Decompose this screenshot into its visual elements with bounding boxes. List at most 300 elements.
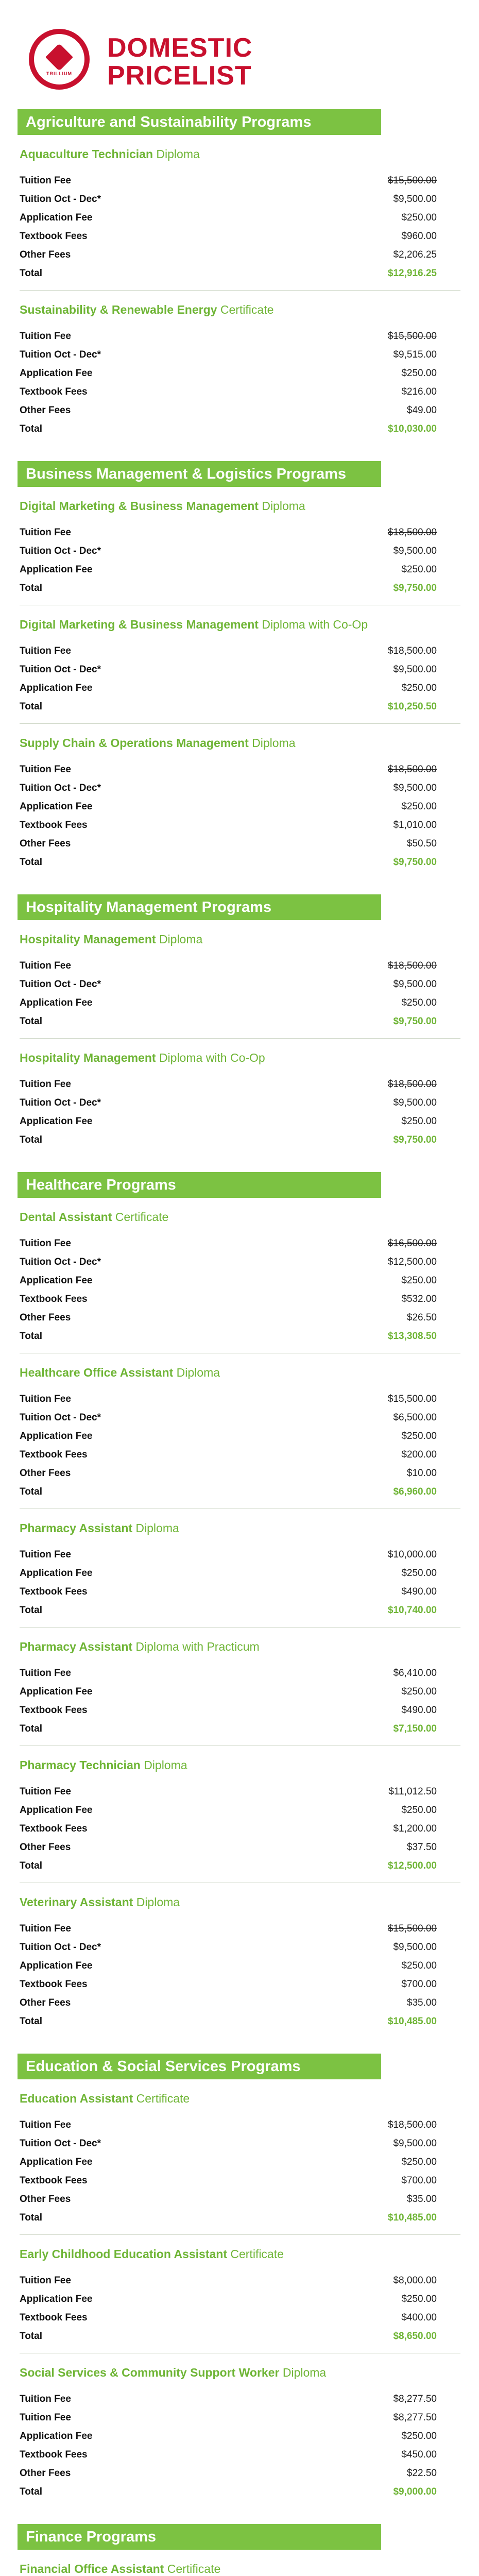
fee-row (20, 994, 479, 1012)
fee-label: Tuition Oct - Dec* (20, 194, 101, 205)
fee-row (20, 383, 479, 401)
fee-row (20, 1546, 479, 1564)
fee-row (20, 1994, 479, 2012)
total-row (20, 1720, 479, 1738)
fee-label: Total (20, 423, 42, 434)
fee-row (20, 561, 479, 579)
fee-row (20, 1683, 479, 1701)
fee-label: Tuition Oct - Dec* (20, 1257, 101, 1267)
total-row (20, 420, 479, 438)
fee-label: Total (20, 701, 42, 712)
program-type: Certificate (167, 2562, 221, 2575)
program-title (20, 2092, 479, 2106)
fee-row (20, 1975, 479, 1994)
fee-amount: $490.00 (401, 1586, 437, 1597)
fee-label: Tuition Fee (20, 1668, 71, 1679)
fee-label: Textbook Fees (20, 820, 88, 831)
fee-amount: $6,410.00 (393, 1668, 437, 1679)
divider (20, 723, 460, 724)
total-amount: $9,000.00 (393, 2486, 437, 2497)
total-amount: $6,960.00 (393, 1486, 437, 1497)
fee-label: Tuition Fee (20, 175, 71, 186)
category-header: Finance Programs (18, 2524, 381, 2550)
program-type: Diploma (262, 499, 305, 513)
divider (20, 2234, 460, 2235)
spacer (20, 438, 479, 450)
fee-row (20, 1427, 479, 1446)
fee-row (20, 660, 479, 679)
fee-row (20, 1820, 479, 1838)
fee-amount: $2,206.25 (393, 249, 437, 260)
program-title (20, 1640, 479, 1654)
fee-amount: $960.00 (401, 231, 437, 242)
fee-row (20, 2290, 479, 2309)
total-row (20, 1131, 479, 1149)
program-block (0, 2562, 479, 2576)
fee-amount: $8,277.50 (393, 2394, 437, 2404)
program-name: Sustainability & Renewable Energy (20, 303, 217, 316)
fee-row (20, 779, 479, 798)
fee-row (20, 2190, 479, 2209)
total-row (20, 1601, 479, 1620)
fee-amount: $35.00 (406, 2194, 437, 2205)
fee-row (20, 364, 479, 383)
fee-label: Textbook Fees (20, 1705, 88, 1716)
fee-label: Application Fee (20, 1960, 93, 1971)
program-name: Education Assistant (20, 2092, 133, 2105)
program-name: Pharmacy Assistant (20, 1640, 133, 1653)
fee-amount: $700.00 (401, 1979, 437, 1990)
fee-label: Tuition Oct - Dec* (20, 664, 101, 675)
fee-label: Tuition Fee (20, 2394, 71, 2404)
fee-label: Textbook Fees (20, 2312, 88, 2323)
fee-row (20, 1583, 479, 1601)
fee-label: Tuition Fee (20, 2120, 71, 2130)
program-title (20, 303, 479, 317)
fee-row (20, 760, 479, 779)
fee-row (20, 2134, 479, 2153)
fee-label: Other Fees (20, 838, 71, 849)
fee-amount: $18,500.00 (387, 960, 437, 971)
program-type: Certificate (230, 2247, 284, 2261)
fee-label: Textbook Fees (20, 1294, 88, 1304)
fee-label: Other Fees (20, 2194, 71, 2205)
program-name: Digital Marketing & Business Management (20, 499, 259, 513)
page-title (107, 34, 252, 90)
program-type: Diploma (282, 2366, 327, 2379)
fee-label: Textbook Fees (20, 386, 88, 397)
total-amount: $9,750.00 (393, 1134, 437, 1145)
fee-label: Tuition Fee (20, 960, 71, 971)
program-block (0, 2092, 479, 2235)
category-header: Agriculture and Sustainability Programs (18, 109, 381, 135)
fee-row (20, 2446, 479, 2464)
program-block (0, 1521, 479, 1628)
fee-label: Total (20, 2486, 42, 2497)
fee-label: Other Fees (20, 249, 71, 260)
program-block (0, 736, 479, 883)
fee-label: Tuition Oct - Dec* (20, 1412, 101, 1423)
logo-text: TRILLIUM (46, 71, 72, 76)
fee-amount: $6,500.00 (393, 1412, 437, 1423)
fee-row (20, 642, 479, 660)
fee-row (20, 1112, 479, 1131)
fee-amount: $250.00 (401, 1686, 437, 1697)
fee-amount: $18,500.00 (387, 764, 437, 775)
fee-amount: $10.00 (406, 1468, 437, 1479)
fee-label: Other Fees (20, 1842, 71, 1853)
fee-row (20, 172, 479, 190)
fee-label: Application Fee (20, 1568, 93, 1579)
divider (20, 1745, 460, 1746)
program-type: Diploma with Co-Op (159, 1051, 265, 1064)
fee-label: Textbook Fees (20, 2175, 88, 2186)
fee-amount: $9,500.00 (393, 1097, 437, 1108)
fee-amount: $12,500.00 (387, 1257, 437, 1267)
fee-amount: $200.00 (401, 1449, 437, 1460)
program-title (20, 2247, 479, 2261)
fee-row (20, 1075, 479, 1094)
fee-amount: $35.00 (406, 1997, 437, 2008)
program-block (0, 2247, 479, 2353)
fee-amount: $18,500.00 (387, 1079, 437, 1090)
fee-label: Application Fee (20, 212, 93, 223)
program-title (20, 499, 479, 513)
fee-label: Total (20, 1134, 42, 1145)
fee-row (20, 816, 479, 835)
fee-label: Other Fees (20, 2468, 71, 2479)
spacer (20, 872, 479, 883)
total-row (20, 1857, 479, 1875)
fee-label: Tuition Oct - Dec* (20, 979, 101, 990)
fee-row (20, 327, 479, 346)
title-line-1: DOMESTIC (107, 33, 253, 63)
fee-label: Textbook Fees (20, 1979, 88, 1990)
fee-label: Application Fee (20, 1805, 93, 1816)
fee-row (20, 2153, 479, 2172)
fee-amount: $490.00 (401, 1705, 437, 1716)
fee-amount: $49.00 (406, 405, 437, 416)
fee-amount: $250.00 (401, 1568, 437, 1579)
fee-label: Tuition Fee (20, 1923, 71, 1934)
spacer (20, 1149, 479, 1161)
fee-label: Tuition Fee (20, 527, 71, 538)
fee-label: Total (20, 1016, 42, 1027)
fee-amount: $11,012.50 (388, 1786, 437, 1797)
fee-label: Total (20, 1605, 42, 1616)
fee-row (20, 401, 479, 420)
fee-amount: $26.50 (406, 1312, 437, 1323)
fee-label: Application Fee (20, 2157, 93, 2167)
fee-amount: $10,000.00 (387, 1549, 437, 1560)
program-title (20, 147, 479, 161)
total-amount: $10,485.00 (387, 2212, 437, 2223)
fee-amount: $50.50 (406, 838, 437, 849)
program-type: Diploma (159, 933, 203, 946)
fee-amount: $250.00 (401, 1116, 437, 1127)
total-row (20, 698, 479, 716)
total-amount: $10,740.00 (387, 1605, 437, 1616)
program-name: Hospitality Management (20, 933, 156, 946)
fee-label: Application Fee (20, 2294, 93, 2304)
fee-row (20, 190, 479, 209)
fee-amount: $250.00 (401, 683, 437, 693)
fee-row (20, 2409, 479, 2427)
fee-label: Tuition Fee (20, 2275, 71, 2286)
fee-row (20, 1938, 479, 1957)
fee-row (20, 2464, 479, 2483)
total-amount: $12,500.00 (387, 1860, 437, 1871)
fee-amount: $250.00 (401, 1431, 437, 1442)
fee-label: Total (20, 1860, 42, 1871)
fee-label: Total (20, 2331, 42, 2342)
fee-label: Textbook Fees (20, 1449, 88, 1460)
program-name: Aquaculture Technician (20, 147, 153, 161)
fee-row (20, 209, 479, 227)
fee-row (20, 1838, 479, 1857)
fee-row (20, 1664, 479, 1683)
fee-amount: $8,000.00 (393, 2275, 437, 2286)
fee-label: Tuition Fee (20, 1079, 71, 1090)
divider (20, 1627, 460, 1628)
fee-label: Textbook Fees (20, 1823, 88, 1834)
fee-label: Total (20, 583, 42, 594)
program-title (20, 933, 479, 946)
fee-label: Application Fee (20, 997, 93, 1008)
program-name: Digital Marketing & Business Management (20, 618, 259, 631)
fee-amount: $400.00 (401, 2312, 437, 2323)
fee-amount: $15,500.00 (387, 1394, 437, 1404)
program-block (0, 303, 479, 450)
fee-amount: $250.00 (401, 368, 437, 379)
program-title (20, 1895, 479, 1909)
program-type: Diploma (136, 1895, 180, 1909)
fee-label: Application Fee (20, 1275, 93, 1286)
program-title (20, 618, 479, 632)
fee-row (20, 1390, 479, 1409)
fee-label: Tuition Fee (20, 1238, 71, 1249)
fee-label: Total (20, 857, 42, 868)
fee-row (20, 1701, 479, 1720)
fee-label: Application Fee (20, 2431, 93, 2442)
category-header: Hospitality Management Programs (18, 894, 381, 920)
total-row (20, 2209, 479, 2227)
total-amount: $9,750.00 (393, 1016, 437, 1027)
program-name: Veterinary Assistant (20, 1895, 133, 1909)
fee-row (20, 227, 479, 246)
program-name: Financial Office Assistant (20, 2562, 164, 2575)
total-row (20, 2327, 479, 2346)
fee-row (20, 1309, 479, 1327)
program-type: Diploma (144, 1758, 187, 1772)
program-block (0, 933, 479, 1039)
divider (20, 290, 460, 291)
total-row (20, 264, 479, 283)
fee-amount: $1,200.00 (393, 1823, 437, 1834)
fee-label: Total (20, 2016, 42, 2027)
category-header: Education & Social Services Programs (18, 2054, 381, 2079)
fee-label: Textbook Fees (20, 1586, 88, 1597)
header (0, 0, 479, 98)
fee-amount: $37.50 (406, 1842, 437, 1853)
program-title (20, 2562, 479, 2576)
fee-row (20, 1094, 479, 1112)
fee-label: Other Fees (20, 1468, 71, 1479)
fee-label: Application Fee (20, 683, 93, 693)
program-title (20, 736, 479, 750)
program-block (0, 618, 479, 724)
program-title (20, 1521, 479, 1535)
fee-row (20, 346, 479, 364)
fee-label: Textbook Fees (20, 2449, 88, 2460)
program-name: Early Childhood Education Assistant (20, 2247, 227, 2261)
fee-label: Total (20, 2212, 42, 2223)
category-header: Healthcare Programs (18, 1172, 381, 1198)
fee-row (20, 1801, 479, 1820)
total-amount: $10,030.00 (387, 423, 437, 434)
program-title (20, 1051, 479, 1065)
fee-row (20, 2390, 479, 2409)
title-line-2: PRICELIST (107, 61, 252, 91)
fee-row (20, 523, 479, 542)
fee-row (20, 1446, 479, 1464)
fee-label: Tuition Oct - Dec* (20, 1942, 101, 1953)
fee-label: Application Fee (20, 368, 93, 379)
fee-amount: $700.00 (401, 2175, 437, 2186)
fee-amount: $8,277.50 (393, 2412, 437, 2423)
fee-amount: $9,500.00 (393, 979, 437, 990)
fee-row (20, 1409, 479, 1427)
fee-row (20, 1920, 479, 1938)
fee-label: Tuition Fee (20, 764, 71, 775)
fee-amount: $9,500.00 (393, 783, 437, 793)
fee-label: Tuition Fee (20, 2412, 71, 2423)
fee-row (20, 1564, 479, 1583)
program-title (20, 1758, 479, 1772)
program-block (0, 1366, 479, 1509)
program-block (0, 2366, 479, 2513)
fee-row (20, 1272, 479, 1290)
fee-label: Other Fees (20, 1997, 71, 2008)
program-type: Diploma (176, 1366, 220, 1379)
program-type: Certificate (220, 303, 274, 316)
fee-amount: $9,500.00 (393, 664, 437, 675)
fee-label: Tuition Fee (20, 331, 71, 342)
fee-amount: $250.00 (401, 1275, 437, 1286)
fee-label: Tuition Oct - Dec* (20, 783, 101, 793)
fee-row (20, 957, 479, 975)
fee-row (20, 1253, 479, 1272)
program-block (0, 1758, 479, 1883)
program-name: Pharmacy Assistant (20, 1521, 133, 1535)
category-header: Business Management & Logistics Programs (18, 461, 381, 487)
fee-amount: $250.00 (401, 564, 437, 575)
total-amount: $9,750.00 (393, 583, 437, 594)
fee-row (20, 1234, 479, 1253)
fee-amount: $216.00 (401, 386, 437, 397)
total-amount: $8,650.00 (393, 2331, 437, 2342)
fee-label: Tuition Oct - Dec* (20, 2138, 101, 2149)
fee-amount: $450.00 (401, 2449, 437, 2460)
program-block (0, 1051, 479, 1161)
fee-row (20, 2427, 479, 2446)
fee-row (20, 542, 479, 561)
total-row (20, 2012, 479, 2031)
total-row (20, 853, 479, 872)
program-name: Dental Assistant (20, 1210, 112, 1224)
fee-amount: $16,500.00 (387, 1238, 437, 1249)
fee-row (20, 2116, 479, 2134)
program-title (20, 2366, 479, 2380)
fee-amount: $15,500.00 (387, 331, 437, 342)
total-row (20, 579, 479, 598)
program-type: Diploma (156, 147, 200, 161)
total-amount: $10,485.00 (387, 2016, 437, 2027)
fee-amount: $1,010.00 (393, 820, 437, 831)
program-title (20, 1366, 479, 1380)
fee-label: Total (20, 1723, 42, 1734)
program-title (20, 1210, 479, 1224)
program-block (0, 1210, 479, 1353)
total-row (20, 1483, 479, 1501)
fee-amount: $250.00 (401, 1805, 437, 1816)
fee-amount: $15,500.00 (387, 175, 437, 186)
fee-amount: $9,500.00 (393, 2138, 437, 2149)
fee-amount: $18,500.00 (387, 2120, 437, 2130)
fee-label: Tuition Fee (20, 646, 71, 656)
program-block (0, 1895, 479, 2042)
pricelist-content (0, 109, 479, 2576)
fee-amount: $250.00 (401, 212, 437, 223)
fee-amount: $15,500.00 (387, 1923, 437, 1934)
program-type: Diploma with Co-Op (262, 618, 368, 631)
fee-amount: $250.00 (401, 997, 437, 1008)
fee-label: Application Fee (20, 1116, 93, 1127)
program-name: Hospitality Management (20, 1051, 156, 1064)
fee-row (20, 2172, 479, 2190)
fee-label: Other Fees (20, 405, 71, 416)
fee-label: Total (20, 1331, 42, 1342)
fee-row (20, 1957, 479, 1975)
fee-amount: $250.00 (401, 2431, 437, 2442)
fee-amount: $9,500.00 (393, 546, 437, 556)
program-type: Certificate (115, 1210, 169, 1224)
program-type: Diploma (135, 1521, 179, 1535)
fee-label: Tuition Oct - Dec* (20, 546, 101, 556)
total-amount: $13,308.50 (387, 1331, 437, 1342)
fee-row (20, 2309, 479, 2327)
fee-amount: $9,500.00 (393, 1942, 437, 1953)
fee-row (20, 835, 479, 853)
fee-label: Tuition Fee (20, 1394, 71, 1404)
program-type: Diploma (252, 736, 296, 750)
program-name: Healthcare Office Assistant (20, 1366, 174, 1379)
total-amount: $9,750.00 (393, 857, 437, 868)
college-logo (29, 29, 90, 90)
divider (20, 1038, 460, 1039)
fee-amount: $250.00 (401, 2294, 437, 2304)
spacer (20, 2501, 479, 2513)
fee-amount: $532.00 (401, 1294, 437, 1304)
program-name: Supply Chain & Operations Management (20, 736, 249, 750)
fee-amount: $18,500.00 (387, 527, 437, 538)
fee-row (20, 1464, 479, 1483)
program-type: Certificate (136, 2092, 190, 2105)
total-amount: $7,150.00 (393, 1723, 437, 1734)
fee-label: Total (20, 268, 42, 279)
total-row (20, 1327, 479, 1346)
fee-row (20, 1290, 479, 1309)
